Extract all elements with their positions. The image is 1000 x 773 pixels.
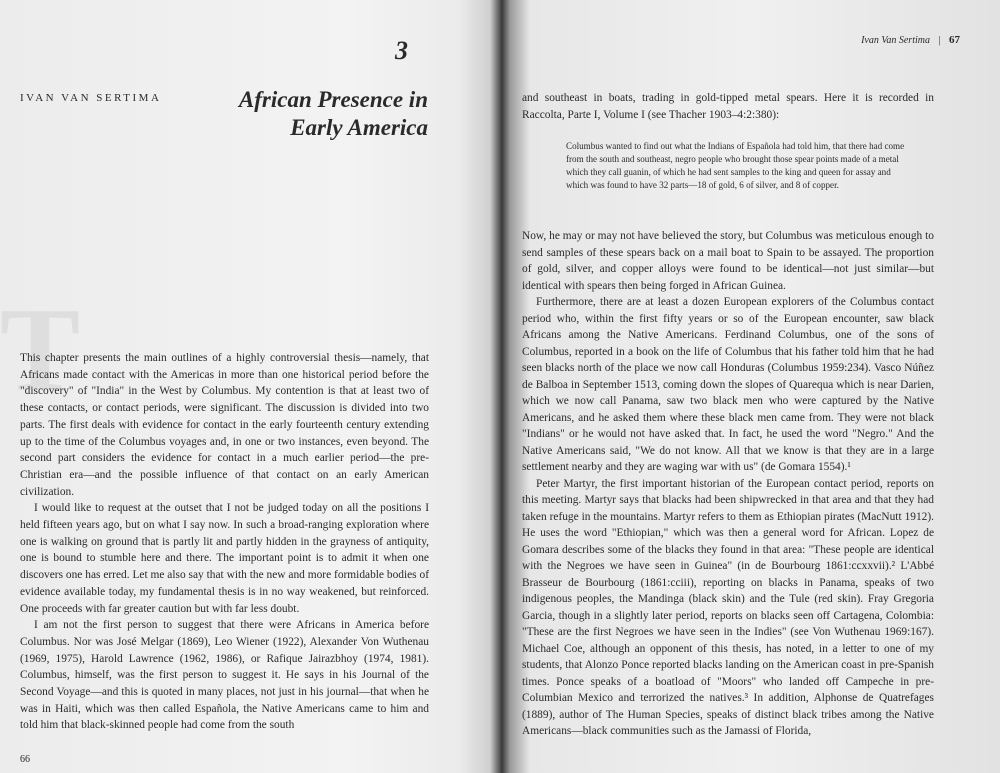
- paragraph: I would like to request at the outset that I not be judged today on all the positions I held fifteen years ago, but on what I say now. In such a broad-ranging exploration where one is walking on ground that is partly lit and partly hidden in the grayness of antiquity, one is bound to stumble here and there. The important point is to admit it when one discovers one has erred. Let me also say that with the new and more formidable bodies of evidence available today, my fundamental thesis is in no way weakened, but reinforced. One proceeds with far greater caution but with far less doubt.: [20, 502, 429, 615]
- running-head-separator: |: [938, 35, 941, 46]
- left-page-number: 66: [20, 754, 30, 765]
- right-page: [500, 0, 1000, 773]
- right-body-text: [522, 228, 934, 740]
- left-page: [0, 0, 468, 773]
- running-head-author: Ivan Van Sertima: [861, 35, 930, 46]
- left-body-text: [20, 350, 429, 734]
- paragraph: Peter Martyr, the first important historian of the European contact period, reports on this meeting. Martyr says that blacks had been shipwrecked in that area and that they had taken refuge in the mountains. Martyr refers to them as Ethiopian pirates (MacNutt 1912). He uses the word "Ethiopian," which was then a general word for African. Lopez de Gomara describes some of the blacks they found in that area: "These people are identical with the Negroes we have seen in Guinea" (in de Bourbourg 1861:ccxxvii).² L'Abbé Brasseur de Bourbourg (1861:cciii), reporting on blacks in Panama, speaks of two indigenous peoples, the Mandinga (black skin) and the Tule (red skin). Fray Gregoria Garcia, though in a slightly later period, reports on blacks seen off Cartagena, Colombia: "These are the first Negroes we have seen in the Indies" (see Von Wuthenau 1969:167). Michael Coe, although an opponent of this thesis, has noted, in a letter to one of my students, that Alonzo Ponce reported blacks landing on the American coast in pre-Spanish times. Ponce speaks of a boatload of "Moors" who landed off Campeche in pre-Columbian Mexico and terrorized the natives.³ In addition, Alphonse de Quatrefages (1889), author of The Human Species, speaks of distinct black tribes among the Native Americans—black communities such as the Jamassi of Florida,: [522, 477, 934, 737]
- chapter-number: 3: [395, 36, 408, 65]
- paragraph: Now, he may or may not have believed the story, but Columbus was meticulous enough to send samples of these spears back on a mail boat to Spain to be assayed. The proportion of gold, silver, and copper alloys were found to be identical—not just similar—but identical with spears then being forged in African Guinea.: [522, 230, 934, 292]
- block-quote: Columbus wanted to find out what the Indians of Española had told him, that there had come from the south and southeast, negro people who brought those spear points made of a metal which they call guanin, of which he had sent samples to the king and queen for assay and which was found to have 32 parts—18 of gold, 6 of silver, and 8 of copper.: [566, 141, 905, 190]
- title-line-1: African Presence in: [238, 87, 428, 112]
- paragraph: I am not the first person to suggest that there were Africans in America before Columbus. Nor was José Melgar (1869), Leo Wiener (1922), Alexander Von Wuthenau (1969, 1975), Harold Lawrence (1962, 1986), or Rafique Jairazbhoy (1974, 1981). Columbus, himself, was the first person to suggest it. He says in his Journal of the Second Voyage—and this is quoted in many places, not just in his journal—that when he was in Haiti, which was then called Española, the Native Americans came to him and told him that black-skinned people had come from the south: [20, 619, 429, 732]
- right-page-number: 67: [949, 34, 960, 46]
- paragraph: This chapter presents the main outlines of a highly controversial thesis—namely, that Africans made contact with the Americas in more than one historical period before the "discovery" of "India" in the West by Columbus. My contention is that at least two of these contacts, or contact periods, were significant. The discussion is divided into two parts. The first deals with evidence for contact in the early fourteenth century extending up to the time of the Columbus voyages and, in one or two instances, even beyond. The second part considers the evidence for contact in a much earlier period—the pre-Christian era—and the possible influence of that contact on an early American civilization.: [20, 352, 429, 498]
- continued-text: and southeast in boats, trading in gold-tipped metal spears. Here it is recorded in Raccolta, Parte I, Volume I (see Thacher 1903–4:2:380):: [522, 92, 934, 121]
- drop-cap: T: [0, 283, 81, 416]
- running-head: [861, 34, 960, 46]
- chapter-title: [198, 86, 428, 142]
- title-line-2: Early America: [290, 115, 428, 140]
- paragraph: Furthermore, there are at least a dozen European explorers of the Columbus contact period who, within the first fifty years or so of the European encounter, saw black Africans among the Native Americans. Ferdinand Columbus, one of the sons of Columbus, reported in a book on the life of Columbus that his father told him that he had seen blacks north of the place we now call Honduras (Columbus 1959:234). Vasco Núñez de Balboa in September 1513, coming down the slopes of Quarequa which is near Darien, which we now call Panama, saw two black men who were captured by the Native Americans, and he asked them where these black men came from. They were not black "Indians" or he would not have asked that. In fact, he used the word "Negro." And the Native Americans said, "We do not know. All that we know is that they are in a large settlement nearby and they are waging war with us" (de Gomara 1554).¹: [522, 296, 934, 473]
- chapter-author: IVAN VAN SERTIMA: [20, 92, 162, 104]
